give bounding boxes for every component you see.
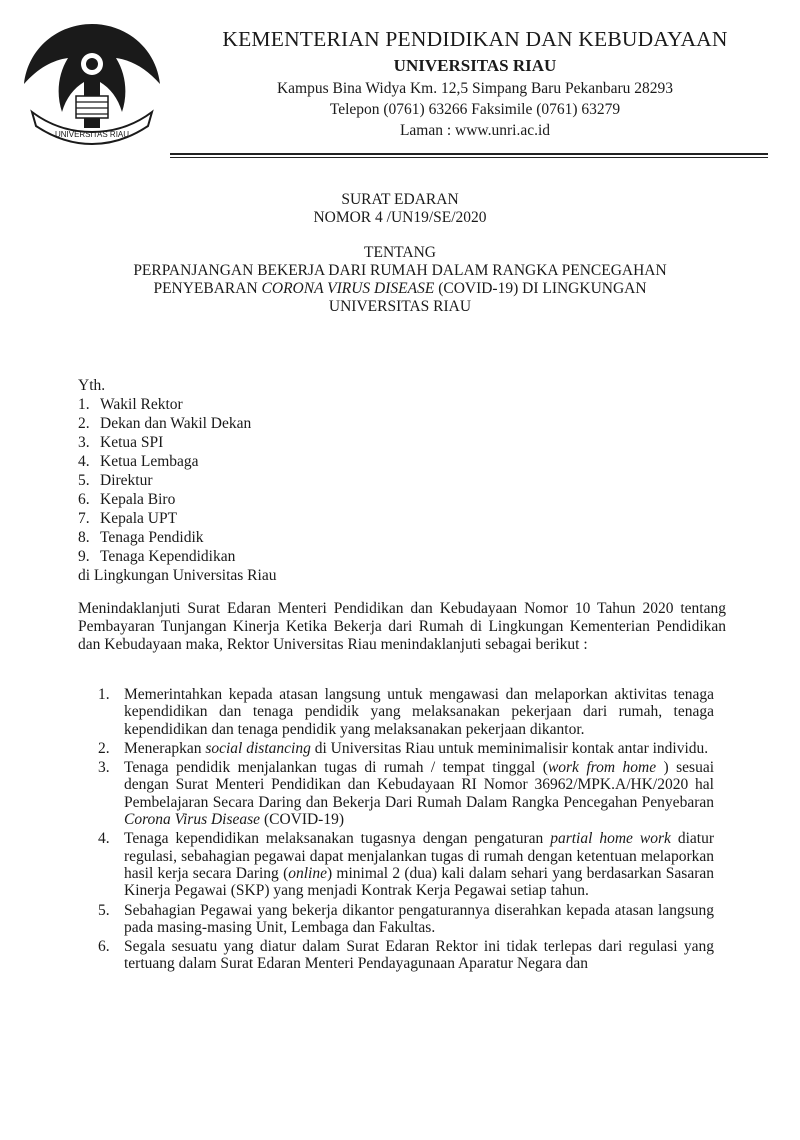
list-item: 1. Wakil Rektor — [78, 396, 183, 413]
list-item: 4. Tenaga kependidikan melaksanakan tugasnya dengan pengaturan partial home work diatur regulasi, sebahagian pegawai dapat menjalankan tugas di rumah dengan ketentuan melaporkan hasil kerja secara Daring (online) minimal 2 (dua) kali dalam sehari yang berdasarkan Sasaran Kinerja Pegawai (SKP) yang menjadi Kontrak Kerja Pegawai setiap tahun. — [98, 830, 714, 900]
subject-label: TENTANG — [364, 244, 436, 261]
letterhead — [180, 26, 770, 141]
subject-line-1: PERPANJANGAN BEKERJA DARI RUMAH DALAM RANGKA PENCEGAHAN — [133, 262, 667, 279]
salutation: Yth. — [78, 377, 106, 394]
document-title — [60, 191, 740, 227]
subject-line-2: PENYEBARAN CORONA VIRUS DISEASE (COVID-19) DI LINGKUNGAN — [153, 280, 647, 297]
list-item: 6. Segala sesuatu yang diatur dalam Surat Edaran Rektor ini tidak terlepas dari regulasi yang tertuang dalam Surat Edaran Menteri Pendayagunaan Aparatur Negara dan — [98, 938, 714, 973]
subject-line-3: UNIVERSITAS RIAU — [328, 298, 472, 315]
list-item: 2. Menerapkan social distancing di Universitas Riau untuk meminimalisir kontak antar individu. — [98, 739, 709, 757]
ministry-name: KEMENTERIAN PENDIDIKAN DAN KEBUDAYAAN — [222, 27, 728, 51]
recipient-list — [78, 395, 726, 566]
document-subject — [60, 244, 740, 316]
list-item: 7. Kepala UPT — [78, 510, 178, 527]
list-item: 3. Tenaga pendidik menjalankan tugas di rumah / tempat tinggal (work from home ) sesuai dengan Surat Menteri Pendidikan dan Kebudayaan RI Nomor 36962/MPK.A/HK/2020 hal Pembelajaran Secara Daring dan Bekerja Dari Rumah Dalam Rangka Pencegahan Penyebaran Corona Virus Disease (COVID-19) — [98, 759, 715, 829]
recipients-block — [78, 376, 726, 585]
recipient-scope: di Lingkungan Universitas Riau — [78, 567, 277, 584]
list-item: 1. Memerintahkan kepada atasan langsung untuk mengawasi dan melaporkan aktivitas tenaga kependidikan dan tenaga pendidik yang melaksanakan pekerjaan dari rumah, tenaga kependidikan dan tenaga pendidik yang melaksanakan pekerjaan dikantor. — [98, 686, 714, 738]
list-item: 5. Direktur — [78, 472, 153, 489]
university-name: UNIVERSITAS RIAU — [393, 56, 557, 75]
intro-paragraph: Menindaklanjuti Surat Edaran Menteri Pendidikan dan Kebudayaan Nomor 10 Tahun 2020 tentang Pembayaran Tunjangan Kinerja Ketika Bekerja dari Rumah di Lingkungan Kementerian Pendidikan dan Kebudayaan maka, Rektor Universitas Riau menindaklanjuti sebagai berikut : — [78, 600, 726, 654]
list-item: 2. Dekan dan Wakil Dekan — [78, 415, 252, 432]
list-item: 6. Kepala Biro — [78, 491, 176, 508]
list-item: 9. Tenaga Kependidikan — [78, 548, 236, 565]
logo-caption: UNIVERSITAS RIAU — [54, 130, 130, 139]
instruction-list — [98, 686, 714, 975]
document-type: SURAT EDARAN — [341, 191, 459, 208]
university-seal-logo — [18, 18, 166, 150]
list-item: 3. Ketua SPI — [78, 434, 164, 451]
website-line: Laman : www.unri.ac.id — [399, 122, 551, 139]
document-number: NOMOR 4 /UN19/SE/2020 — [313, 209, 487, 226]
list-item: 8. Tenaga Pendidik — [78, 529, 204, 546]
phone-fax-line: Telepon (0761) 63266 Faksimile (0761) 63279 — [329, 101, 621, 118]
list-item: 5. Sebahagian Pegawai yang bekerja dikantor pengaturannya diserahkan kepada atasan langsung pada masing-masing Unit, Lembaga dan Fakultas. — [98, 901, 714, 936]
letterhead-divider-thin — [170, 157, 768, 158]
letterhead-divider — [170, 153, 768, 155]
address-line: Kampus Bina Widya Km. 12,5 Simpang Baru Pekanbaru 28293 — [276, 80, 673, 97]
list-item: 4. Ketua Lembaga — [78, 453, 199, 470]
